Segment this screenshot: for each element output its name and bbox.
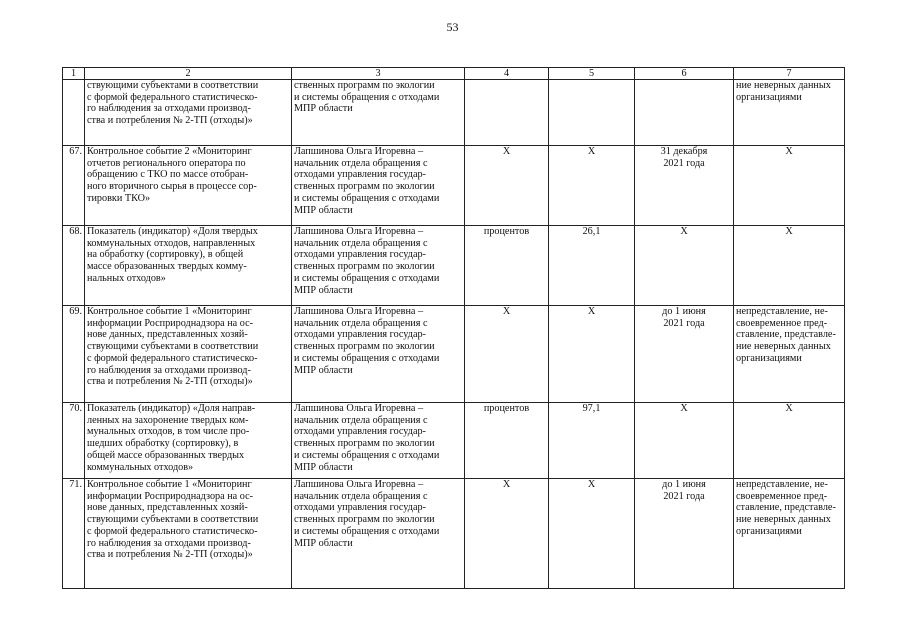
column-header: 4 <box>465 68 549 80</box>
table-row <box>63 306 845 403</box>
deadline-cell: до 1 июня 2021 года <box>635 479 734 589</box>
value-cell: 26,1 <box>549 226 635 306</box>
responsible-cell: Лапшинова Ольга Игоревна – начальник отдела обращения с отходами управления государ- ственных программ по экологии и системы обращения с отходами МПР области <box>292 226 465 306</box>
table-row-continuation <box>63 80 845 146</box>
unit-cell: процентов <box>465 403 549 479</box>
row-number-cell: 70. <box>63 403 85 479</box>
column-header: 2 <box>85 68 292 80</box>
row-number-cell: 68. <box>63 226 85 306</box>
risks-cell: непредставление, не- своевременное пред- ставление, представле- ние неверных данных организациями <box>734 479 845 589</box>
description-cell: Показатель (индикатор) «Доля направ- ленных на захоронение твердых ком- мунальных отходов, в том числе про- шедших обработку (сортировку), в общей массе образованных твердых коммунальных отходов» <box>85 403 292 479</box>
table-header-row <box>63 68 845 80</box>
deadline-cell: Х <box>635 226 734 306</box>
unit-cell <box>465 80 549 146</box>
unit-cell: Х <box>465 146 549 226</box>
description-cell: Контрольное событие 1 «Мониторинг информации Росприроднадзора на ос- нове данных, представленных хозяй- ствующими субъектами в соответствии с формой федерального статистическо- го наблюдения за отходами производ- ства и потребления № 2-ТП (отходы)» <box>85 479 292 589</box>
risks-cell: ние неверных данных организациями <box>734 80 845 146</box>
responsible-cell: Лапшинова Ольга Игоревна – начальник отдела обращения с отходами управления государ- ственных программ по экологии и системы обращения с отходами МПР области <box>292 403 465 479</box>
page-number: 53 <box>446 20 459 34</box>
column-header: 6 <box>635 68 734 80</box>
row-number-cell: 69. <box>63 306 85 403</box>
responsible-cell: Лапшинова Ольга Игоревна – начальник отдела обращения с отходами управления государ- ственных программ по экологии и системы обращения с отходами МПР области <box>292 306 465 403</box>
deadline-cell: до 1 июня 2021 года <box>635 306 734 403</box>
column-header: 3 <box>292 68 465 80</box>
column-header: 7 <box>734 68 845 80</box>
unit-cell: Х <box>465 306 549 403</box>
responsible-cell: Лапшинова Ольга Игоревна – начальник отдела обращения с отходами управления государ- ственных программ по экологии и системы обращения с отходами МПР области <box>292 479 465 589</box>
deadline-cell <box>635 80 734 146</box>
row-number-cell: 71. <box>63 479 85 589</box>
risks-cell: непредставление, не- своевременное пред- ставление, представле- ние неверных данных организациями <box>734 306 845 403</box>
value-cell: Х <box>549 479 635 589</box>
row-number-cell <box>63 80 85 146</box>
unit-cell: Х <box>465 479 549 589</box>
value-cell: 97,1 <box>549 403 635 479</box>
responsible-cell: Лапшинова Ольга Игоревна – начальник отдела обращения с отходами управления государ- ственных программ по экологии и системы обращения с отходами МПР области <box>292 146 465 226</box>
value-cell: Х <box>549 146 635 226</box>
table-row <box>63 479 845 589</box>
column-header: 5 <box>549 68 635 80</box>
description-cell: Показатель (индикатор) «Доля твердых коммунальных отходов, направленных на обработку (сортировку), в общей массе образованных твердых комму- нальных отходов» <box>85 226 292 306</box>
column-header: 1 <box>63 68 85 80</box>
table-row <box>63 226 845 306</box>
risks-cell: Х <box>734 226 845 306</box>
row-number-cell: 67. <box>63 146 85 226</box>
monitoring-table <box>62 67 845 589</box>
table-row <box>63 403 845 479</box>
description-cell: Контрольное событие 1 «Мониторинг информации Росприроднадзора на ос- нове данных, представленных хозяй- ствующими субъектами в соответствии с формой федерального статистическо- го наблюдения за отходами производ- ства и потребления № 2-ТП (отходы)» <box>85 306 292 403</box>
unit-cell: процентов <box>465 226 549 306</box>
risks-cell: Х <box>734 403 845 479</box>
deadline-cell: Х <box>635 403 734 479</box>
responsible-cell: ственных программ по экологии и системы обращения с отходами МПР области <box>292 80 465 146</box>
value-cell <box>549 80 635 146</box>
risks-cell: Х <box>734 146 845 226</box>
value-cell: Х <box>549 306 635 403</box>
description-cell: ствующими субъектами в соответствии с формой федерального статистическо- го наблюдения за отходами производ- ства и потребления № 2-ТП (отходы)» <box>85 80 292 146</box>
description-cell: Контрольное событие 2 «Мониторинг отчетов регионального оператора по обращению с ТКО по массе отобран- ного вторичного сырья в процессе сор- тировки ТКО» <box>85 146 292 226</box>
deadline-cell: 31 декабря 2021 года <box>635 146 734 226</box>
table-row <box>63 146 845 226</box>
